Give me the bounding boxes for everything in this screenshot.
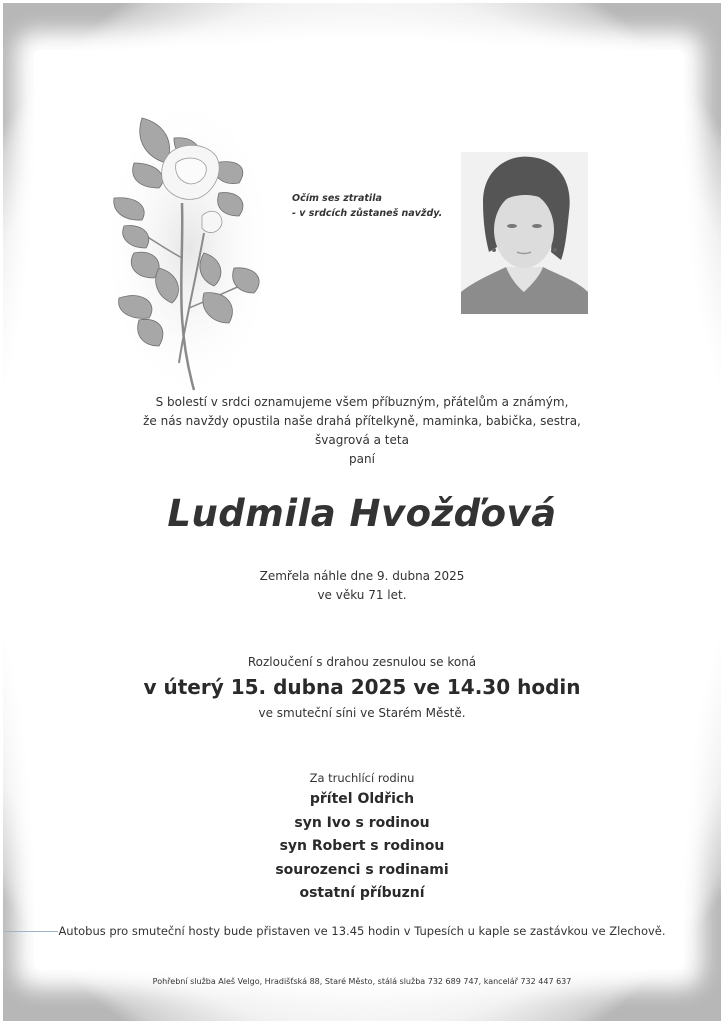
death-date: Zemřela náhle dne 9. dubna 2025 xyxy=(259,569,465,583)
death-age: ve věku 71 let. xyxy=(317,588,407,602)
motto-line-1: Očím ses ztratila xyxy=(292,193,382,204)
mourner-item: syn Ivo s rodinou xyxy=(294,814,430,831)
funeral-service-footer: Pohřební služba Aleš Velgo, Hradišťská 88, Staré Město, stálá služba 732 689 747, kancelář 732 447 637 xyxy=(152,977,572,986)
mourner-item: přítel Oldřich xyxy=(309,791,415,807)
motto-line-2: - v srdcích zůstaneš navždy. xyxy=(292,208,443,219)
portrait-photo xyxy=(461,152,588,314)
mourners-lead: Za truchlící rodinu xyxy=(309,771,415,785)
intro-line-3: švagrová a teta xyxy=(315,433,409,447)
mourners-list xyxy=(0,788,724,906)
intro-line-4: paní xyxy=(349,452,375,466)
intro-line-1: S bolestí v srdci oznamujeme všem příbuzným, přátelům a známým, xyxy=(155,395,569,409)
death-info xyxy=(0,567,724,605)
intro-line-2: že nás navždy opustila naše drahá přítelkyně, maminka, babička, sestra, xyxy=(143,414,581,428)
mourner-item: syn Robert s rodinou xyxy=(279,838,445,854)
announcement-intro xyxy=(0,393,724,469)
mourner-item: ostatní příbuzní xyxy=(299,885,425,901)
bus-notice: Autobus pro smuteční hosty bude přistaven ve 13.45 hodin v Tupesích u kaple se zastávkou ve Zlechově. xyxy=(58,924,666,938)
farewell-lead: Rozloučení s drahou zesnulou se koná xyxy=(247,655,477,669)
motto xyxy=(292,191,442,221)
farewell-place: ve smuteční síni ve Starém Městě. xyxy=(258,706,466,720)
deceased-name: Ludmila Hvožďová xyxy=(167,492,557,535)
rose-illustration xyxy=(104,108,269,393)
mourner-item: sourozenci s rodinami xyxy=(275,861,449,878)
farewell-date: v úterý 15. dubna 2025 ve 14.30 hodin xyxy=(143,675,581,699)
